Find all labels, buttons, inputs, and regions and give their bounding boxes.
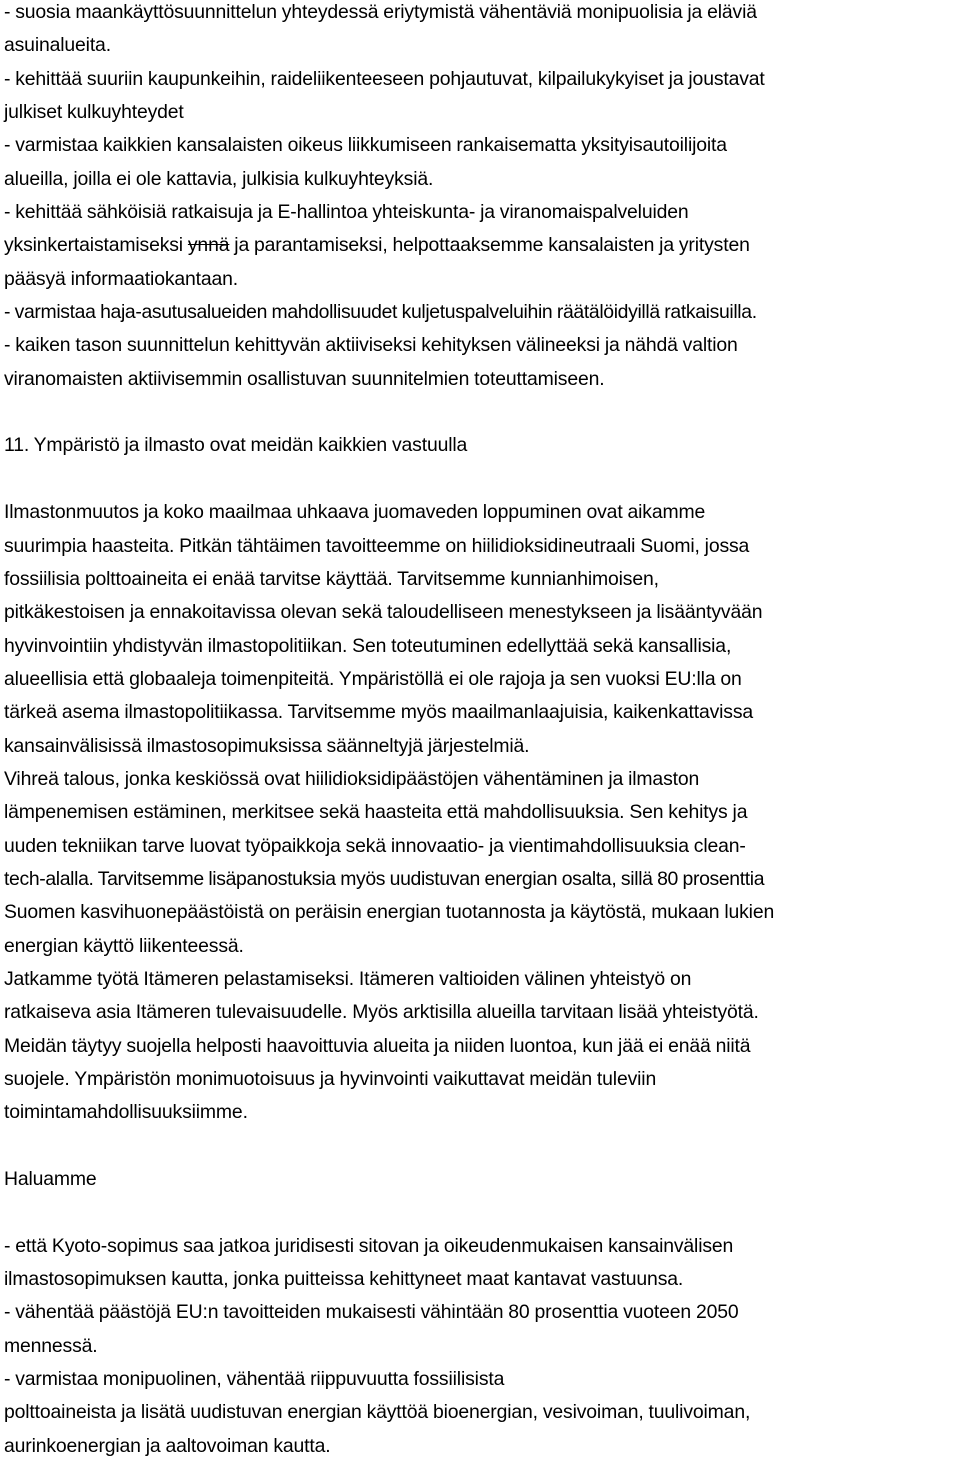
text-line: suojele. Ympäristön monimuotoisuus ja hyvinvointi vaikuttavat meidän tuleviin — [4, 1068, 657, 1090]
list-item: polttoaineista ja lisätä uudistuvan energian käyttöä bioenergian, vesivoiman, tuulivoiman, — [4, 1401, 751, 1424]
text-line: Jatkamme työtä Itämeren pelastamiseksi. Itämeren valtioiden välinen yhteistyö on — [4, 967, 692, 990]
struck-line-after: ja parantamiseksi, helpottaaksemme kansalaisten ja yritysten — [229, 234, 750, 257]
text-line: julkiset kulkuyhteydet — [4, 101, 184, 124]
top-block — [4, 0, 956, 396]
text-line: tärkeä asema ilmastopolitiikassa. Tarvitsemme myös maailmanlaajuisia, kaikenkattavissa — [4, 701, 754, 724]
list-item: - että Kyoto-sopimus saa jatkoa juridisesti sitovan ja oikeudenmukaisen kansainvälisen — [4, 1234, 734, 1257]
text-line: pitkäkestoisen ja ennakoitavissa olevan sekä taloudelliseen menestykseen ja lisääntyvään — [4, 601, 763, 624]
subheading: Haluamme — [4, 1168, 97, 1191]
text-line: - suosia maankäyttösuunnittelun yhteydessä eriytymistä vähentäviä monipuolisia ja eläviä — [4, 1, 757, 23]
list-item: aurinkoenergian ja aaltovoiman kautta. — [4, 1434, 331, 1457]
text-line: viranomaisten aktiivisemmin osallistuvan suunnitelmien toteuttamiseen. — [4, 367, 605, 390]
text-line: pääsyä informaatiokantaan. — [4, 267, 239, 290]
text-line: Meidän täytyy suojella helposti haavoittuvia alueita ja niiden luontoa, kun jää ei enää niitä — [4, 1034, 751, 1057]
goals-list — [4, 1230, 956, 1463]
text-line: - kaiken tason suunnittelun kehittyvän aktiiviseksi kehityksen välineeksi ja nähdä valtion — [4, 334, 738, 357]
struck-line-before: yksinkertaistamiseksi — [4, 234, 188, 257]
text-line: ratkaiseva asia Itämeren tulevaisuudelle. Myös arktisilla alueilla tarvitaan lisää yhteistyötä. — [4, 1001, 759, 1024]
text-line: - kehittää sähköisiä ratkaisuja ja E-hallintoa yhteiskunta- ja viranomaispalveluiden — [4, 201, 689, 224]
text-line: - varmistaa kaikkien kansalaisten oikeus liikkumiseen rankaisematta yksityisautoilijoita — [4, 134, 727, 157]
text-line: fossiilisia polttoaineita ei enää tarvitse käyttää. Tarvitsemme kunnianhimoisen, — [4, 567, 659, 590]
text-line: uuden tekniikan tarve luovat työpaikkoja sekä innovaatio- ja vientimahdollisuuksia clean- — [4, 834, 746, 857]
text-line: - varmistaa haja-asutusalueiden mahdollisuudet kuljetuspalveluihin räätälöidyillä ratkaisuilla. — [4, 301, 757, 324]
spacer — [4, 463, 956, 496]
list-item: ilmastosopimuksen kautta, jonka puitteissa kehittyneet maat kantavat vastuunsa. — [4, 1268, 684, 1291]
text-line: Ilmastonmuutos ja koko maailmaa uhkaava juomaveden loppuminen ovat aikamme — [4, 501, 706, 524]
spacer — [4, 1196, 956, 1229]
text-line: lämpenemisen estäminen, merkitsee sekä haasteita että mahdollisuuksia. Sen kehitys ja — [4, 801, 748, 824]
spacer — [4, 1130, 956, 1163]
text-line: suurimpia haasteita. Pitkän tähtäimen tavoitteemme on hiilidioksidineutraali Suomi, jossa — [4, 534, 750, 557]
text-line: tech-alalla. Tarvitsemme lisäpanostuksia myös uudistuvan energian osalta, sillä 80 prosenttia — [4, 867, 765, 890]
text-line: toimintamahdollisuuksiimme. — [4, 1101, 248, 1124]
text-line: Suomen kasvihuonepäästöistä on peräisin energian tuotannosta ja käytöstä, mukaan lukien — [4, 901, 775, 924]
text-line: - kehittää suuriin kaupunkeihin, raideliikenteeseen pohjautuvat, kilpailukykyiset ja joustavat — [4, 67, 765, 90]
text-line: hyvinvointiin yhdistyvän ilmastopolitiikan. Sen toteutuminen edellyttää sekä kansallisia, — [4, 634, 732, 657]
text-line: alueilla, joilla ei ole kattavia, julkisia kulkuyhteyksiä. — [4, 167, 434, 190]
list-item: mennessä. — [4, 1334, 98, 1357]
list-item: - varmistaa monipuolinen, vähentää riippuvuutta fossiilisista — [4, 1368, 505, 1391]
list-item: - vähentää päästöjä EU:n tavoitteiden mukaisesti vähintään 80 prosenttia vuoteen 2050 — [4, 1301, 739, 1324]
struck-word: ynnä — [187, 234, 230, 257]
text-line: alueellisia että globaaleja toimenpiteitä. Ympäristöllä ei ole rajoja ja sen vuoksi EU:lla on — [4, 667, 742, 690]
section-body — [4, 496, 956, 1130]
text-line: Vihreä talous, jonka keskiössä ovat hiilidioksidipäästöjen vähentäminen ja ilmaston — [4, 767, 700, 790]
text-line: kansainvälisissä ilmastosopimuksissa säänneltyjä järjestelmiä. — [4, 734, 530, 757]
text-line: asuinalueita. — [4, 34, 111, 57]
section-heading: 11. Ympäristö ja ilmasto ovat meidän kaikkien vastuulla — [4, 434, 468, 457]
text-line: energian käyttö liikenteessä. — [4, 934, 244, 957]
spacer — [4, 396, 956, 429]
struck-text-line — [4, 229, 956, 262]
document-page — [4, 0, 956, 1463]
